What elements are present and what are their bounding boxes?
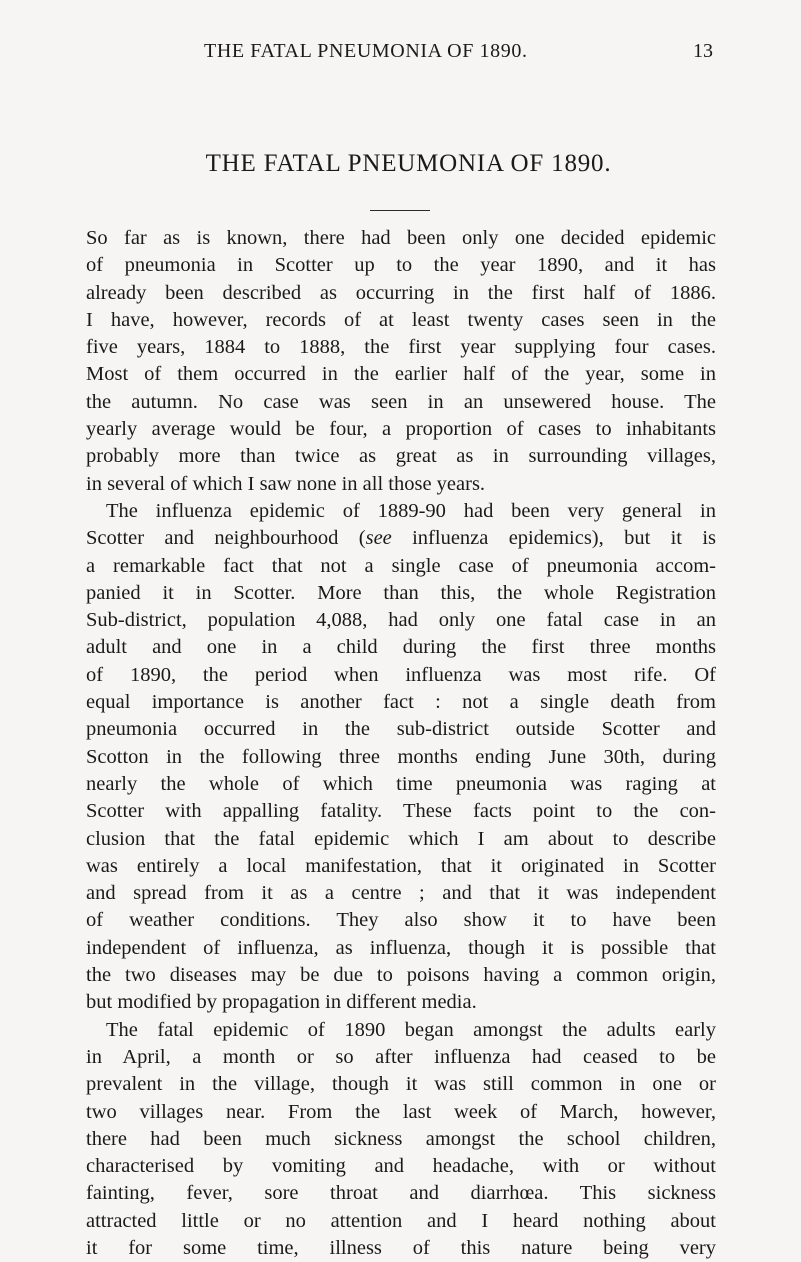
text-line: the autumn. No case was seen in an unsewered house. The: [86, 390, 716, 413]
text-line: there had been much sickness amongst the school children,: [86, 1127, 716, 1150]
text-line: equal importance is another fact : not a single death from: [86, 691, 716, 714]
text-line: was entirely a local manifestation, that it originated in Scotter: [86, 854, 716, 877]
text-line: adult and one in a child during the first three months: [86, 636, 716, 659]
text-line: two villages near. From the last week of March, however,: [86, 1100, 716, 1123]
text-line: of pneumonia in Scotter up to the year 1890, and it has: [86, 254, 716, 277]
text-line: and spread from it as a centre ; and that it was independent: [86, 882, 716, 905]
text-line: it for some time, illness of this nature being very: [86, 1236, 716, 1259]
text-line: the two diseases may be due to poisons having a common origin,: [86, 964, 716, 987]
text-line: in several of which I saw none in all those years.: [86, 472, 486, 495]
text-line-prefix: Scotter and neighbourhood (see influenza epidemics), but it is: [86, 527, 716, 550]
text-line: independent of influenza, as influenza, though it is possible that: [86, 936, 716, 959]
text-line: [86, 525, 716, 552]
text-line: panied it in Scotter. More than this, the whole Registration: [86, 581, 716, 604]
text-line: a remarkable fact that not a single case of pneumonia accom-: [86, 554, 716, 577]
text-line: nearly the whole of which time pneumonia was raging at: [86, 772, 716, 795]
text-line: So far as is known, there had been only one decided epidemic: [86, 227, 716, 249]
text-line: of 1890, the period when influenza was most rife. Of: [86, 663, 716, 686]
text-line: The influenza epidemic of 1889-90 had been very general in: [106, 499, 716, 522]
text-line: Most of them occurred in the earlier half of the year, some in: [86, 363, 716, 386]
text-line: Scotton in the following three months ending June 30th, during: [86, 745, 716, 768]
text-line: in April, a month or so after influenza had ceased to be: [86, 1045, 716, 1068]
italic-see: see: [365, 527, 392, 550]
chapter-title: THE FATAL PNEUMONIA OF 1890.: [205, 150, 612, 177]
text-line: pneumonia occurred in the sub-district outside Scotter and: [86, 718, 716, 741]
text-line: five years, 1884 to 1888, the first year supplying four cases.: [86, 336, 716, 359]
text-line: already been described as occurring in the first half of 1886.: [86, 281, 716, 304]
text-line: attracted little or no attention and I heard nothing about: [86, 1209, 716, 1232]
body-text: [86, 225, 716, 1262]
page-number: 13: [693, 40, 713, 62]
text-line: The fatal epidemic of 1890 began amongst the adults early: [106, 1018, 716, 1041]
text-line: fainting, fever, sore throat and diarrhœa. This sickness: [86, 1182, 716, 1205]
text-line: of weather conditions. They also show it to have been: [86, 909, 716, 932]
text-line: clusion that the fatal epidemic which I am about to describe: [86, 827, 716, 850]
text-line: yearly average would be four, a proportion of cases to inhabitants: [86, 418, 716, 441]
text-line: Sub-district, population 4,088, had only one fatal case in an: [86, 609, 716, 632]
text-line: Scotter with appalling fatality. These facts point to the con-: [86, 800, 716, 823]
running-head: [0, 40, 801, 70]
running-title: THE FATAL PNEUMONIA OF 1890.: [204, 40, 528, 62]
text-line: characterised by vomiting and headache, with or without: [86, 1155, 716, 1178]
title-rule: [370, 210, 430, 211]
text-line: but modified by propagation in different media.: [86, 991, 477, 1014]
text-line: probably more than twice as great as in surrounding villages,: [86, 445, 716, 468]
text-line: I have, however, records of at least twenty cases seen in the: [86, 308, 716, 331]
text-line: prevalent in the village, though it was still common in one or: [86, 1073, 716, 1096]
